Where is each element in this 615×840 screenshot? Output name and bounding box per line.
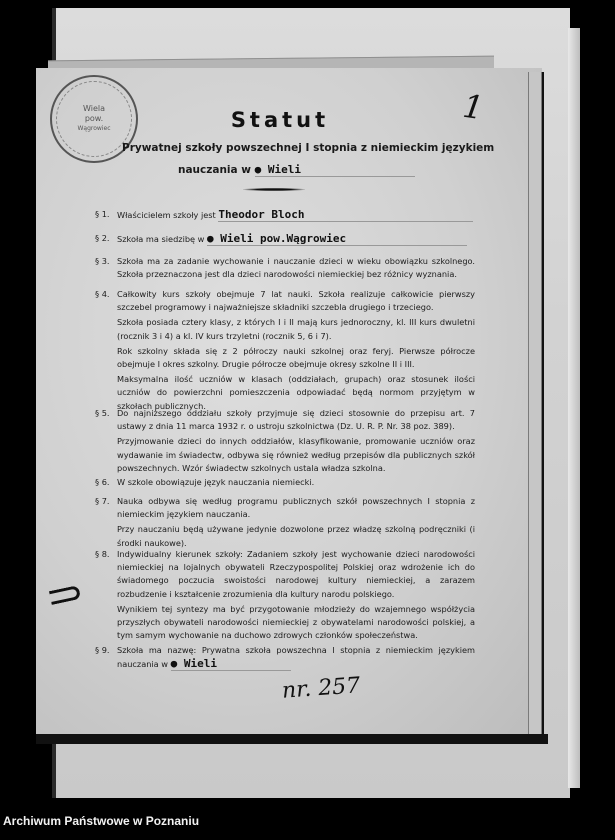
section-paragraph: Szkoła posiada cztery klasy, z których I i II mają kurs jednoroczny, kl. III kurs dwuletni (rocznik 3 i 4) a kl. IV kurs trzyletni (rocznik 5, 6 i 7). [117, 317, 475, 341]
section-4 [95, 288, 475, 413]
section-text: Szkoła ma nazwę: Prywatna szkoła powszechna I stopnia z niemieckim językiem nauczania w [117, 645, 475, 670]
subtitle-line-2 [178, 163, 415, 177]
section-paragraph: Szkoła ma za zadanie wychowanie i nauczanie dzieci w wieku obowiązku szkolnego. Szkoła przeznaczona jest dla dzieci narodowości niemieckiej bez różnicy wyznania. [117, 256, 475, 280]
stamp-line-1: Wiela [82, 104, 105, 113]
section-6 [95, 476, 475, 489]
section-number: § 3. [95, 256, 110, 266]
section-paragraph: Przyjmowanie dzieci do innych oddziałów, klasyfikowanie, promowanie uczniów oraz wydawanie im świadectw, odbywa się również według przepisów dla publicznych szkół powszechnych. Wzór świadectw szkolnych ustala władza szkolna. [117, 436, 475, 473]
section-7 [95, 495, 475, 550]
section-5 [95, 407, 475, 475]
section-number: § 4. [95, 289, 110, 299]
section-paragraph: Do najniższego oddziału szkoły przyjmuje się dzieci stosownie do przepisu art. 7 ustawy z dnia 11 marca 1932 r. o ustroju szkolnictwa (Dz. U. R. P. Nr. 38 poz. 389). [117, 408, 475, 432]
handwritten-reference-number: nr. 257 [281, 673, 362, 704]
section-paragraph: Przy nauczaniu będą używane jedynie dozwolone przez władzę szkolną podręczniki (i środki naukowe). [117, 524, 475, 548]
section-number: § 6. [95, 477, 110, 487]
section-text: Właścicielem szkoły jest [117, 210, 216, 220]
section-paragraph: Maksymalna ilość uczniów w klasach (oddziałach, grupach) oraz stosunek ilości uczniów do powierzchni pomieszczenia odpowiadać będą normom przyjętym w szkołach publicznych. [117, 374, 475, 411]
section-2 [95, 232, 475, 246]
section-number: § 1. [95, 209, 110, 219]
section-paragraph: Nauka odbywa się według programu publicznych szkół powszechnych I stopnia z niemieckim językiem nauczania. [117, 496, 475, 520]
document-title: Statut [230, 108, 330, 132]
stamp-line-3: Wągrowiec [77, 125, 111, 132]
section-paragraph: W szkole obowiązuje język nauczania niemiecki. [117, 477, 315, 487]
section-text: Szkoła ma siedzibę w [117, 234, 205, 244]
section-8 [95, 548, 475, 642]
section-paragraph: Wynikiem tej syntezy ma być przygotowanie młodzieży do wzajemnego współżycia przyszłych obywateli narodowości niemieckiej z obywatelami narodowości polskiej, a tym samym wychowanie na duchowo zdrowych członków społeczeństwa. [117, 603, 475, 641]
section-1 [95, 208, 475, 222]
section-3 [95, 255, 475, 281]
stamp-line-2: pow. [84, 114, 104, 123]
section-number: § 9. [95, 645, 110, 655]
section-number: § 2. [95, 233, 110, 243]
subtitle-line-1: Prywatnej szkoły powszechnej I stopnia z niemieckim językiem [122, 142, 495, 154]
page-shadow [36, 734, 548, 744]
typed-place-name: ● Wieli [255, 163, 415, 177]
section-9 [95, 644, 475, 671]
section-paragraph: Indywidualny kierunek szkoły: Zadaniem szkoły jest wychowanie dzieci narodowości niemieckiej na lojalnych obywateli Rzeczypospolitej Polskiej oraz wdrożenie ich do świadomego poczucia swoistości narodowej kultury niemieckiej, a zarazem rozbudzenie i kształcenie zrozumienia dla kultury narodu polskiego. [117, 549, 475, 599]
section-number: § 7. [95, 496, 110, 506]
section-number: § 5. [95, 408, 110, 418]
page-number-annotation: 1 [460, 86, 486, 128]
page-binding-strip [528, 72, 542, 734]
section-number: § 8. [95, 549, 110, 559]
section-paragraph: Całkowity kurs szkoły obejmuje 7 lat nauki. Szkoła realizuje całkowicie pierwszy szczebel programowy i najważniejsze składniki szczebla drugiego i trzeciego. [117, 289, 475, 313]
typed-school-seat: ● Wieli pow.Wągrowiec [207, 232, 467, 246]
typed-place-name: ● Wieli [171, 657, 291, 671]
title-divider [243, 188, 305, 191]
back-sheet-edge [568, 28, 580, 788]
typed-owner-name: Theodor Bloch [218, 208, 473, 222]
section-paragraph: Rok szkolny składa się z 2 półroczy nauki szkolnej oraz feryj. Pierwsze półrocze obejmuje I okres szkolny. Drugie półrocze obejmuje okresy szkolne II i III. [117, 345, 475, 370]
archive-watermark: Archiwum Państwowe w Poznaniu [3, 814, 200, 828]
subtitle-prefix: nauczania w [178, 164, 251, 176]
